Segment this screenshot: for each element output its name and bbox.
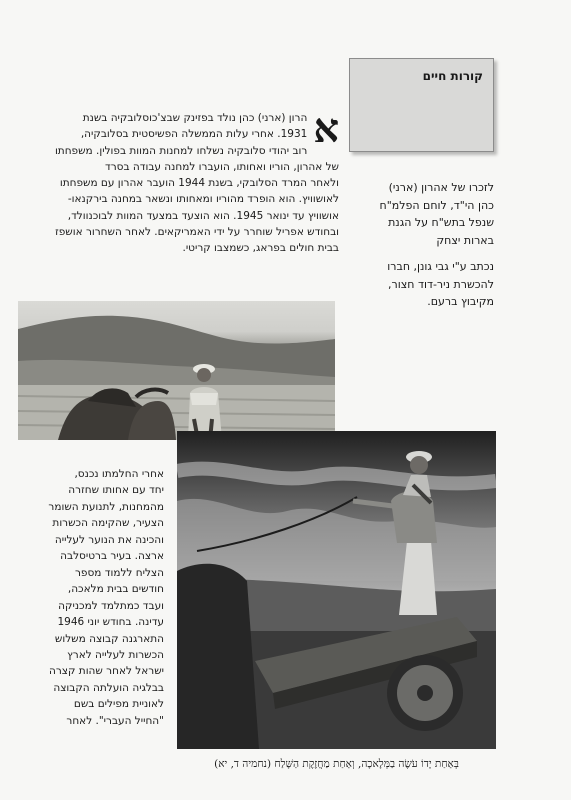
credit-line: להכשרת ניר-דוד חצור,	[388, 277, 494, 291]
column-line: הכשרות לעלייה לארץ	[67, 648, 164, 661]
column-line: יחד עם אחותו שחזרה	[68, 484, 164, 497]
drop-cap-letter: א	[313, 105, 339, 152]
intro-paragraph	[30, 105, 339, 257]
column-line: חודשים בבית מלאכה,	[67, 583, 164, 596]
column-line: ועבד כמתלמד למכניקה	[58, 599, 164, 612]
column-line: בבלגיה הועלתה הקבוצה	[53, 681, 164, 694]
memorial-line: לזכרו של אהרון (ארני)	[388, 181, 494, 194]
column-line: הצעיר, שהקימה הכשרות	[52, 517, 164, 530]
column-line: התארגנה קבוצה משלוש	[54, 632, 164, 645]
intro-line: ובחודש אפריל שוחרר על ידי האמריקאים. לאחר השחרור אושפז	[55, 226, 339, 239]
cart-photo-drawing	[177, 431, 496, 749]
memorial-dedication	[354, 179, 494, 249]
plowing-field-photo	[18, 301, 335, 440]
column-line: עדינה. בחודש יוני 1946	[57, 616, 164, 629]
column-line: ישראל לאחר שהות קצרה	[48, 665, 164, 678]
column-line: ארצה. בעיר ברטיסלבה	[60, 550, 164, 563]
intro-line: בבית חולים בפראג, כשמצבו קריטי.	[182, 242, 339, 255]
intro-line: רוב יהודי סלובקיה נשלחו למחנות המוות בפולין. משפחתו	[54, 144, 308, 157]
column-line: אחרי החלמתו נכנס,	[74, 468, 164, 480]
intro-line: הרון (ארני) כהן נולד בפזינק שבצ'כוסלובקיה בשנת	[82, 112, 308, 124]
column-line: "החייל העברי". לאחר	[66, 714, 164, 727]
photo-caption: בְּאַחַת יָדוֹ עֹשֶׂה בַמְּלָאכָה, וְאַחַת מַחֲזֶקֶת הַשָּׁלַח (נחמיה ד, יא)	[214, 758, 459, 770]
biography-title-box	[349, 58, 494, 152]
memorial-line: כהן הי"ד, לוחם הפלמ"ח	[379, 198, 494, 212]
memorial-line: שנפל בתש"ח על הגנת	[388, 216, 494, 229]
intro-line: לאושוויץ. הוא הופרד מהוריו ומאחותו ונשאר במחנה בירקנאו-	[67, 193, 339, 206]
credit-line: נכתב ע"י גבי גונן, חברו	[387, 260, 494, 273]
continuation-column	[24, 466, 164, 729]
column-line: לאוניית מפילים בשם	[73, 698, 164, 711]
memorial-line: בארות יצחק	[436, 233, 494, 247]
biography-title: קורות חיים	[422, 69, 483, 83]
column-line: הצליח ללמוד מספר	[74, 566, 164, 579]
column-line: מהמחנות, לתנועת השומר	[48, 500, 164, 513]
plowing-photo-drawing	[18, 301, 335, 440]
intro-line: 1931. אחרי עלות הממשלה הפשיסטית בסלובקיה,	[80, 128, 308, 141]
intro-line: של אהרון, הוריו ואחותו, הועברו למחנה עבודה בסרד	[104, 160, 339, 173]
author-credit	[354, 258, 494, 311]
credit-line: מקיבוץ ברעם.	[427, 295, 494, 308]
intro-line: ולאחר המרד הסלובקי, בשנת 1944 הועבר אהרון עם משפחתו	[59, 177, 339, 190]
column-line: והכינה את הנוער לעלייה	[54, 533, 164, 546]
intro-line: אושוויץ עד ינואר 1945. הוא הוצעד במצעד המוות לבוכנוולד,	[67, 209, 339, 222]
soldier-on-cart-photo	[177, 431, 496, 749]
